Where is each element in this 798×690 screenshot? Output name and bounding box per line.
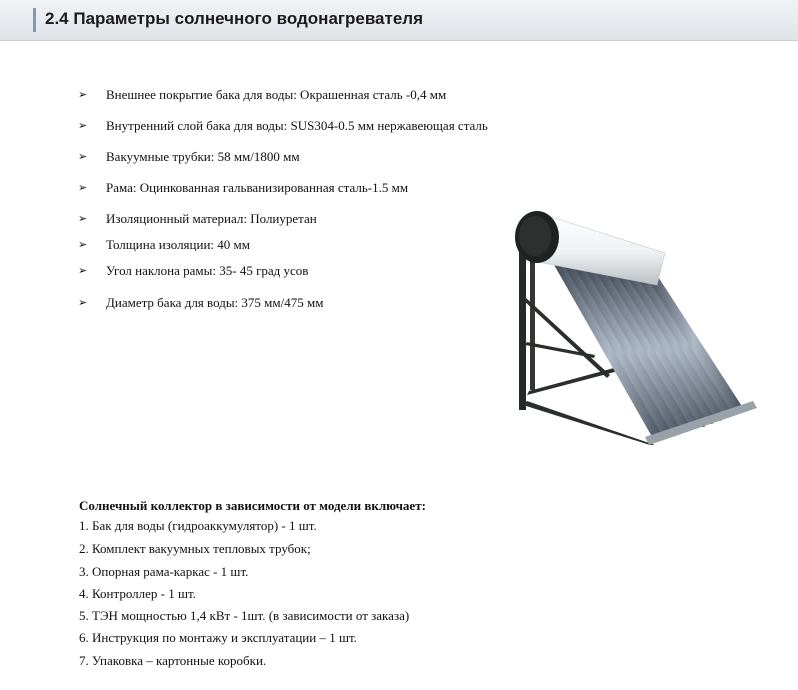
- arrowhead-bullet-icon: ➢: [78, 150, 88, 163]
- arrowhead-bullet-icon: ➢: [78, 212, 88, 225]
- arrowhead-bullet-icon: ➢: [78, 119, 88, 132]
- arrowhead-bullet-icon: ➢: [78, 238, 88, 251]
- frame-brace: [527, 365, 626, 395]
- arrowhead-bullet-icon: ➢: [78, 296, 88, 309]
- package-item: 6. Инструкция по монтажу и эксплуатации – 1 шт.: [79, 630, 357, 645]
- spec-item: ➢ Диаметр бака для воды: 375 мм/475 мм: [78, 295, 324, 310]
- spec-item: ➢ Рама: Оцинкованная гальванизированная сталь-1.5 мм: [78, 180, 409, 195]
- package-item: 5. ТЭН мощностью 1,4 кВт - 1шт. (в зависимости от заказа): [79, 608, 410, 623]
- header-accent-bar: [33, 8, 36, 32]
- package-item: 4. Контроллер - 1 шт.: [79, 586, 196, 601]
- arrowhead-bullet-icon: ➢: [78, 264, 88, 277]
- package-item: 1. Бак для воды (гидроаккумулятор) - 1 шт.: [79, 518, 317, 533]
- package-item: 2. Комплект вакуумных тепловых трубок;: [79, 541, 311, 556]
- arrowhead-bullet-icon: ➢: [78, 88, 88, 101]
- vacuum-tube-array: [553, 263, 745, 435]
- frame-cross-brace: [525, 342, 595, 358]
- package-item: 3. Опорная рама-каркас - 1 шт.: [79, 564, 249, 579]
- spec-item: ➢ Угол наклона рамы: 35- 45 град усов: [78, 263, 309, 278]
- package-item: 7. Упаковка – картонные коробки.: [79, 653, 267, 668]
- arrowhead-bullet-icon: ➢: [78, 181, 88, 194]
- spec-item: ➢ Толщина изоляции: 40 мм: [78, 237, 250, 252]
- frame-base-rail: [523, 401, 655, 445]
- spec-item: ➢ Изоляционный материал: Полиуретан: [78, 211, 317, 226]
- solar-water-heater-image: [505, 205, 760, 445]
- frame-front-leg: [519, 250, 526, 410]
- spec-item: ➢ Вакуумные трубки: 58 мм/1800 мм: [78, 149, 300, 164]
- spec-item: ➢ Внешнее покрытие бака для воды: Окрашенная сталь -0,4 мм: [78, 87, 447, 102]
- spec-item: ➢ Внутренний слой бака для воды: SUS304-0.5 мм нержавеющая сталь: [78, 118, 488, 133]
- package-includes-title: Солнечный коллектор в зависимости от модели включает:: [79, 498, 426, 513]
- section-title: 2.4 Параметры солнечного водонагревателя: [45, 9, 424, 28]
- frame-rear-leg: [530, 255, 535, 390]
- section-header: [0, 0, 798, 41]
